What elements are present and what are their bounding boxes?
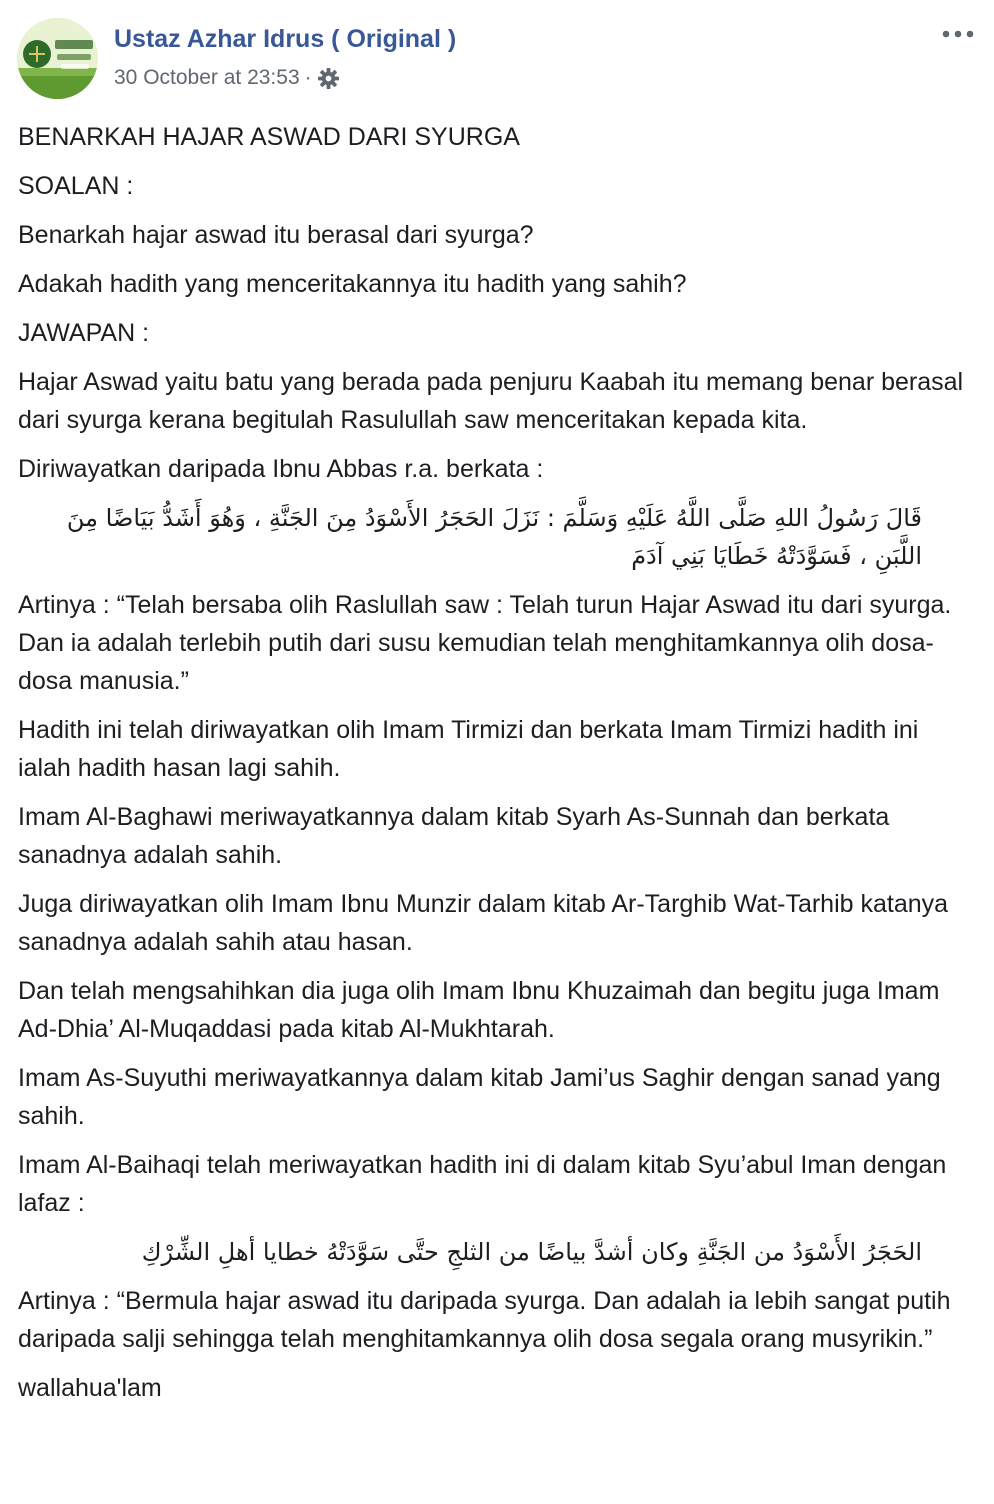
post-title: BENARKAH HAJAR ASWAD DARI SYURGA <box>18 123 520 151</box>
avatar-image <box>17 18 98 99</box>
body-paragraph: Dan telah mengsahihkan dia juga olih Imam Ibnu Khuzaimah dan begitu juga Imam Ad-Dhia’ Al-Muqaddasi pada kitab Al-Mukhtarah. <box>18 977 940 1043</box>
avatar[interactable] <box>17 18 98 99</box>
author-name[interactable]: Ustaz Azhar Idrus ( Original ) <box>114 25 457 53</box>
translation-paragraph: Artinya : “Bermula hajar aswad itu daripada syurga. Dan adalah ia lebih sangat putih daripada salji sehingga telah menghitamkannya olih dosa segala orang musyrikin.” <box>18 1287 951 1353</box>
post-header <box>0 0 994 110</box>
question-line: Adakah hadith yang menceritakannya itu hadith yang sahih? <box>18 270 687 298</box>
question-line: Benarkah hajar aswad itu berasal dari syurga? <box>18 221 534 249</box>
post-timestamp[interactable]: 30 October at 23:53 <box>114 66 300 89</box>
post-body <box>18 118 976 1418</box>
post-meta <box>114 64 340 92</box>
body-paragraph: Hajar Aswad yaitu batu yang berada pada penjuru Kaabah itu memang benar berasal dari syurga kerana begitulah Rasulullah saw menceritakan kepada kita. <box>18 368 964 434</box>
answer-heading: JAWAPAN : <box>18 319 150 347</box>
arabic-hadith-text: قَالَ رَسُولُ اللهِ صَلَّى اللَّهُ عَلَيْهِ وَسَلَّمَ : نَزَلَ الحَجَرُ الأَسْوَدُ مِنَ الجَنَّةِ ، وَهُوَ أَشَدُّ بَيَاضًا مِنَ اللَّبَنِ ، فَسَوَّدَتْهُ خَطَايَا بَنِي آدَمَ <box>66 504 922 570</box>
body-paragraph: Imam Al-Baihaqi telah meriwayatkan hadith ini di dalam kitab Syu’abul Iman dengan lafaz : <box>18 1151 947 1217</box>
body-paragraph: Juga diriwayatkan olih Imam Ibnu Munzir dalam kitab Ar-Targhib Wat-Tarhib katanya sanadnya adalah sahih atau hasan. <box>18 890 949 956</box>
body-paragraph: Imam As-Suyuthi meriwayatkannya dalam kitab Jami’us Saghir dengan sanad yang sahih. <box>18 1064 941 1130</box>
meta-separator: · <box>304 66 312 89</box>
question-heading: SOALAN : <box>18 172 134 200</box>
translation-paragraph: Artinya : “Telah bersaba olih Raslullah saw : Telah turun Hajar Aswad itu dari syurga. Dan ia adalah terlebih putih dari susu kemudian telah menghitamkannya olih dosa-dosa manusia.” <box>18 591 952 695</box>
body-paragraph: Hadith ini telah diriwayatkan olih Imam Tirmizi dan berkata Imam Tirmizi hadith ini ialah hadith hasan lagi sahih. <box>18 716 919 782</box>
body-paragraph: Imam Al-Baghawi meriwayatkannya dalam kitab Syarh As-Sunnah dan berkata sanadnya adalah sahih. <box>18 803 890 869</box>
gear-icon[interactable] <box>317 67 340 90</box>
body-paragraph: Diriwayatkan daripada Ibnu Abbas r.a. berkata : <box>18 455 544 483</box>
arabic-hadith-text: الحَجَرُ الأَسْوَدُ من الجَنَّةِ وكان أشدَّ بياضًا من الثلجِ حتَّى سَوَّدَتْهُ خطايا أهلِ الشِّرْكِ <box>141 1238 922 1266</box>
more-options-icon[interactable] <box>940 20 976 48</box>
closing-line: wallahua'lam <box>18 1374 162 1402</box>
